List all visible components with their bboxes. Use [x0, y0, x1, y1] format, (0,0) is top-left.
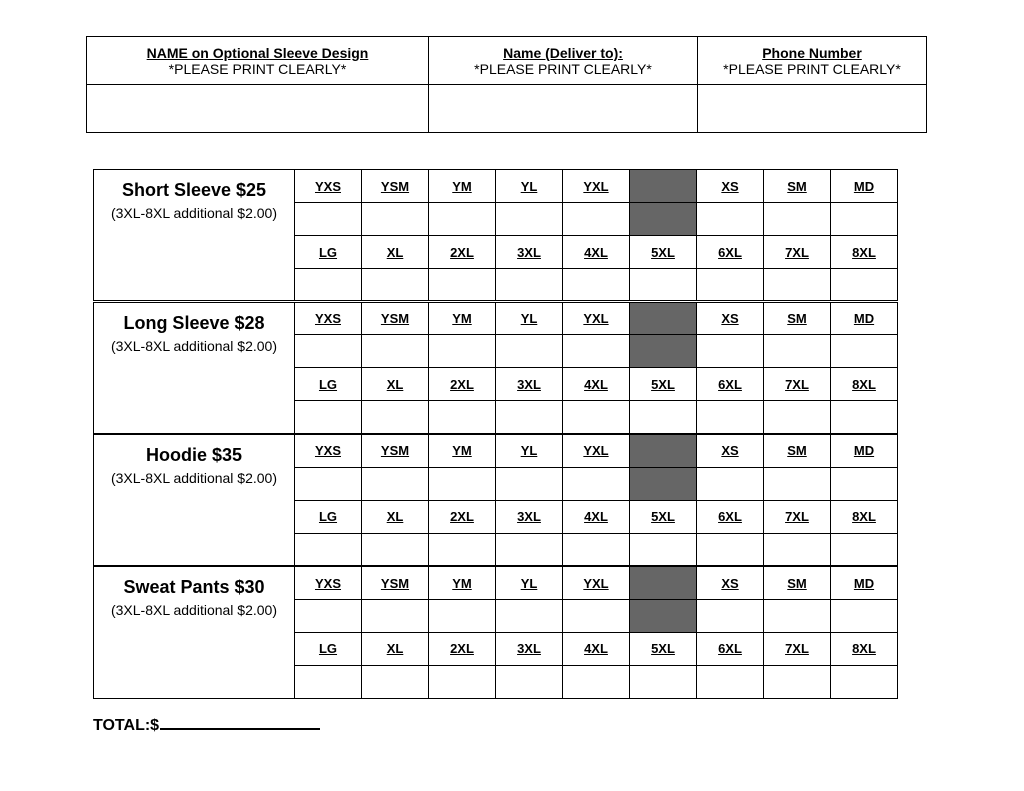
quantity-field[interactable]	[429, 665, 496, 698]
quantity-field[interactable]	[630, 533, 697, 566]
quantity-field[interactable]	[496, 335, 563, 368]
size-label: 6XL	[697, 632, 764, 665]
quantity-field[interactable]	[764, 665, 831, 698]
size-label: XS	[697, 566, 764, 599]
size-label: XS	[697, 170, 764, 203]
quantity-field[interactable]	[429, 269, 496, 302]
size-label: YM	[429, 434, 496, 467]
phone-header	[698, 37, 927, 85]
product-note: (3XL-8XL additional $2.00)	[110, 338, 278, 355]
product-note: (3XL-8XL additional $2.00)	[110, 205, 278, 221]
contact-header-row	[87, 37, 927, 85]
size-label: 8XL	[831, 632, 898, 665]
quantity-field[interactable]	[496, 401, 563, 434]
size-label: YM	[429, 170, 496, 203]
size-order-table	[93, 169, 898, 699]
blocked-cell	[630, 170, 697, 203]
quantity-field[interactable]	[563, 665, 630, 698]
size-label: 2XL	[429, 632, 496, 665]
order-row	[94, 302, 898, 335]
size-label: 8XL	[831, 500, 898, 533]
size-label: XS	[697, 302, 764, 335]
sleeve-name-header	[87, 37, 429, 85]
quantity-field[interactable]	[630, 665, 697, 698]
size-label: LG	[295, 632, 362, 665]
quantity-field[interactable]	[429, 401, 496, 434]
sleeve-name-subtitle: *PLEASE PRINT CLEARLY*	[168, 60, 347, 77]
quantity-field[interactable]	[429, 335, 496, 368]
blocked-cell	[630, 566, 697, 599]
phone-field[interactable]	[698, 85, 927, 133]
size-label: 3XL	[496, 368, 563, 401]
quantity-field[interactable]	[362, 533, 429, 566]
size-label: 6XL	[697, 368, 764, 401]
size-label: YM	[429, 566, 496, 599]
size-label: YL	[496, 434, 563, 467]
product-cell	[94, 566, 295, 698]
quantity-field[interactable]	[697, 401, 764, 434]
quantity-field[interactable]	[563, 203, 630, 236]
quantity-field[interactable]	[362, 665, 429, 698]
quantity-field[interactable]	[295, 335, 362, 368]
size-label: 4XL	[563, 632, 630, 665]
total-line	[93, 714, 320, 735]
quantity-field[interactable]	[496, 203, 563, 236]
size-label: 6XL	[697, 236, 764, 269]
quantity-field[interactable]	[295, 665, 362, 698]
size-label: XS	[697, 434, 764, 467]
quantity-field[interactable]	[429, 533, 496, 566]
size-label: XL	[362, 500, 429, 533]
blocked-cell	[630, 434, 697, 467]
quantity-field[interactable]	[295, 203, 362, 236]
order-row	[94, 566, 898, 599]
size-label: 3XL	[496, 500, 563, 533]
size-label: 3XL	[496, 236, 563, 269]
quantity-field[interactable]	[295, 467, 362, 500]
quantity-field[interactable]	[362, 203, 429, 236]
quantity-field[interactable]	[697, 665, 764, 698]
quantity-field[interactable]	[831, 335, 898, 368]
quantity-field[interactable]	[831, 203, 898, 236]
size-label: MD	[831, 170, 898, 203]
size-label: YL	[496, 170, 563, 203]
quantity-field[interactable]	[496, 467, 563, 500]
quantity-field[interactable]	[496, 269, 563, 302]
quantity-field[interactable]	[362, 401, 429, 434]
quantity-field[interactable]	[764, 401, 831, 434]
quantity-field[interactable]	[295, 269, 362, 302]
quantity-field[interactable]	[764, 203, 831, 236]
quantity-field[interactable]	[496, 533, 563, 566]
quantity-field[interactable]	[429, 467, 496, 500]
quantity-field[interactable]	[764, 533, 831, 566]
size-label: 7XL	[764, 236, 831, 269]
size-label: YSM	[362, 302, 429, 335]
total-label: TOTAL:$	[93, 717, 160, 734]
size-label: YXL	[563, 170, 630, 203]
size-label: YXL	[563, 434, 630, 467]
quantity-field[interactable]	[697, 269, 764, 302]
product-name: Short Sleeve $25	[121, 180, 267, 200]
size-label: XL	[362, 368, 429, 401]
quantity-field[interactable]	[429, 203, 496, 236]
quantity-field[interactable]	[563, 269, 630, 302]
contact-info-table	[86, 36, 927, 133]
product-cell	[94, 434, 295, 566]
size-label: LG	[295, 368, 362, 401]
quantity-field[interactable]	[831, 269, 898, 302]
size-label: 7XL	[764, 368, 831, 401]
size-label: 5XL	[630, 500, 697, 533]
quantity-field[interactable]	[563, 533, 630, 566]
blocked-cell	[630, 302, 697, 335]
size-label: YSM	[362, 566, 429, 599]
size-label: YXL	[563, 302, 630, 335]
size-label: YXS	[295, 302, 362, 335]
total-blank[interactable]	[160, 714, 320, 730]
quantity-field[interactable]	[295, 533, 362, 566]
size-label: YXS	[295, 434, 362, 467]
quantity-field[interactable]	[697, 203, 764, 236]
size-label: SM	[764, 566, 831, 599]
size-label: 5XL	[630, 368, 697, 401]
quantity-field[interactable]	[697, 533, 764, 566]
size-label: YSM	[362, 434, 429, 467]
blocked-cell	[630, 203, 697, 236]
quantity-field[interactable]	[362, 335, 429, 368]
order-row	[94, 170, 898, 203]
phone-subtitle: *PLEASE PRINT CLEARLY*	[723, 60, 901, 77]
size-label: YM	[429, 302, 496, 335]
size-label: 5XL	[630, 236, 697, 269]
quantity-field[interactable]	[563, 467, 630, 500]
size-label: SM	[764, 434, 831, 467]
size-label: SM	[764, 170, 831, 203]
quantity-field[interactable]	[563, 599, 630, 632]
order-row	[94, 434, 898, 467]
size-label: 4XL	[563, 368, 630, 401]
size-label: 2XL	[429, 500, 496, 533]
size-label: 6XL	[697, 500, 764, 533]
blocked-cell	[630, 335, 697, 368]
quantity-field[interactable]	[362, 269, 429, 302]
quantity-field[interactable]	[630, 269, 697, 302]
contact-entry-row	[87, 85, 927, 133]
quantity-field[interactable]	[496, 665, 563, 698]
product-name: Long Sleeve $28	[123, 313, 265, 334]
size-label: YXL	[563, 566, 630, 599]
product-cell	[94, 170, 295, 302]
quantity-field[interactable]	[563, 335, 630, 368]
size-label: 7XL	[764, 632, 831, 665]
quantity-field[interactable]	[764, 269, 831, 302]
size-label: YXS	[295, 170, 362, 203]
quantity-field[interactable]	[697, 467, 764, 500]
size-label: 4XL	[563, 236, 630, 269]
size-label: XL	[362, 236, 429, 269]
size-label: 2XL	[429, 236, 496, 269]
quantity-field[interactable]	[429, 599, 496, 632]
quantity-field[interactable]	[362, 599, 429, 632]
quantity-field[interactable]	[831, 533, 898, 566]
size-label: XL	[362, 632, 429, 665]
blocked-cell	[630, 599, 697, 632]
quantity-field[interactable]	[831, 665, 898, 698]
quantity-field[interactable]	[697, 599, 764, 632]
product-note: (3XL-8XL additional $2.00)	[110, 602, 278, 619]
size-label: MD	[831, 434, 898, 467]
size-label: YL	[496, 566, 563, 599]
quantity-field[interactable]	[295, 599, 362, 632]
phone-title: Phone Number	[762, 44, 862, 61]
quantity-field[interactable]	[630, 401, 697, 434]
size-label: MD	[831, 302, 898, 335]
quantity-field[interactable]	[295, 401, 362, 434]
size-label: SM	[764, 302, 831, 335]
size-label: 2XL	[429, 368, 496, 401]
size-label: YL	[496, 302, 563, 335]
deliver-to-field[interactable]	[429, 85, 698, 133]
size-label: 4XL	[563, 500, 630, 533]
blocked-cell	[630, 467, 697, 500]
product-note: (3XL-8XL additional $2.00)	[110, 470, 278, 486]
size-label: LG	[295, 236, 362, 269]
size-label: YSM	[362, 170, 429, 203]
size-label: 8XL	[831, 236, 898, 269]
size-label: MD	[831, 566, 898, 599]
size-label: YXS	[295, 566, 362, 599]
size-label: 5XL	[630, 632, 697, 665]
product-name: Sweat Pants $30	[123, 577, 265, 598]
quantity-field[interactable]	[764, 599, 831, 632]
size-label: 8XL	[831, 368, 898, 401]
size-label: 3XL	[496, 632, 563, 665]
quantity-field[interactable]	[831, 599, 898, 632]
product-cell	[94, 302, 295, 434]
deliver-to-subtitle: *PLEASE PRINT CLEARLY*	[474, 60, 652, 77]
quantity-field[interactable]	[764, 467, 831, 500]
quantity-field[interactable]	[563, 401, 630, 434]
deliver-to-title: Name (Deliver to):	[503, 44, 623, 61]
size-label: 7XL	[764, 500, 831, 533]
quantity-field[interactable]	[496, 599, 563, 632]
sleeve-name-field[interactable]	[87, 85, 429, 133]
deliver-to-header	[429, 37, 698, 85]
quantity-field[interactable]	[764, 335, 831, 368]
quantity-field[interactable]	[831, 401, 898, 434]
size-label: LG	[295, 500, 362, 533]
sleeve-name-title: NAME on Optional Sleeve Design	[146, 44, 369, 61]
quantity-field[interactable]	[362, 467, 429, 500]
quantity-field[interactable]	[697, 335, 764, 368]
product-name: Hoodie $35	[145, 445, 243, 465]
quantity-field[interactable]	[831, 467, 898, 500]
